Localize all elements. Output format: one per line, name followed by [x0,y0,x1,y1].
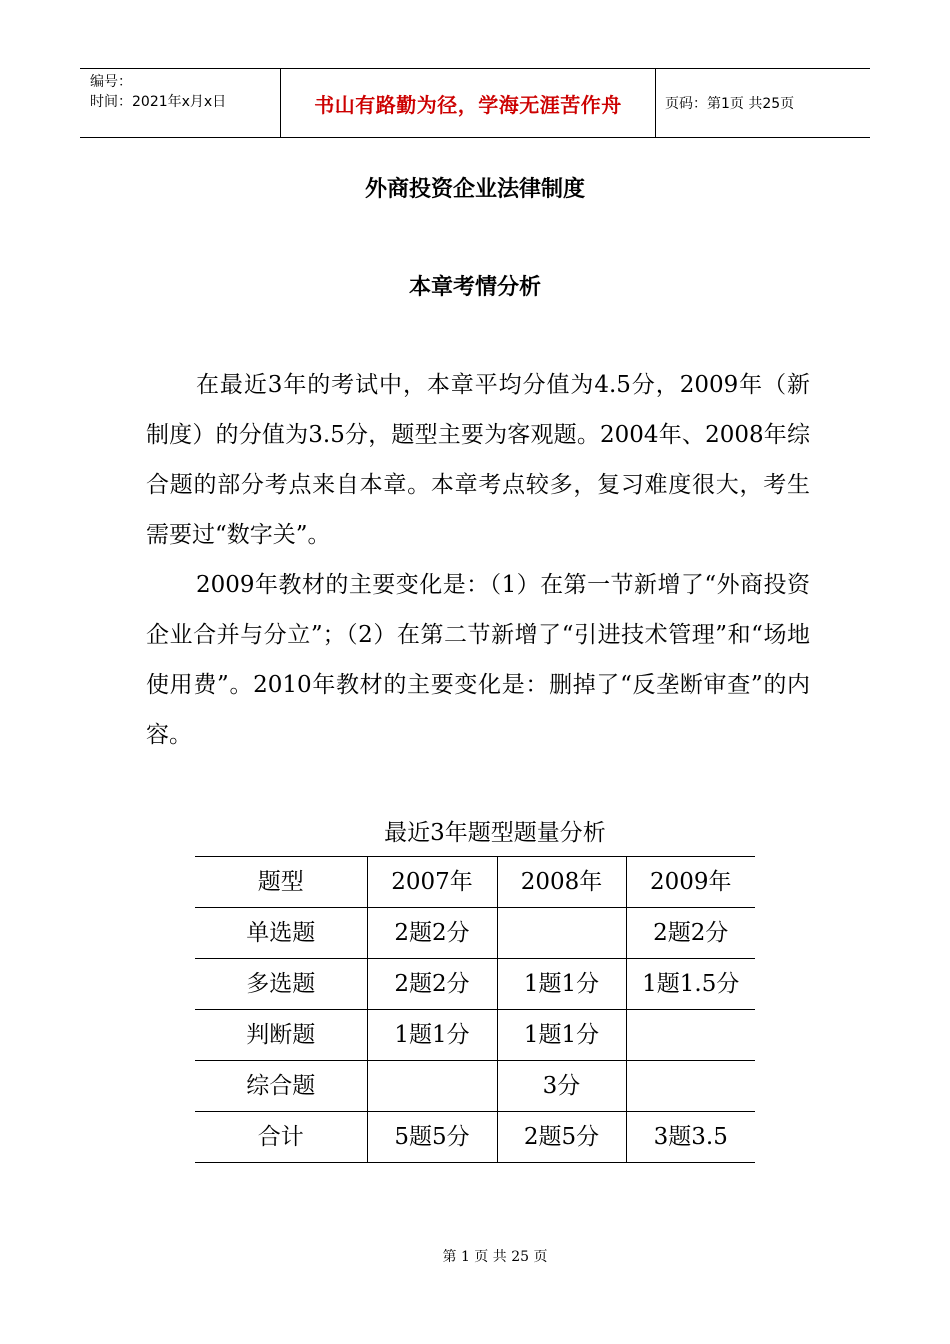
table-cell-text: 1题1.5分 [642,971,740,997]
header-page-info: 页码：第1页 共25页 [665,96,795,112]
paragraph-2: 2009年教材的主要变化是：（1）在第一节新增了“外商投资企业合并与分立”；（2）在第二节新增了“引进技术管理”和“场地使用费”。2010年教材的主要变化是：删掉了“反垄断审查”的内容。 [146,572,810,748]
table-cell: 5题5分 [367,1112,497,1163]
page-header [80,68,870,138]
table-cell: 合计 [195,1112,367,1163]
table-cell [367,1061,497,1112]
table-header-row [195,857,755,908]
table-cell: 1题1分 [367,1010,497,1061]
table-header-cell: 题型 [195,857,367,908]
table-row [195,1112,755,1163]
page-footer: 第 1 页 共 25 页 [442,1249,548,1265]
header-motto: 书山有路勤为径，学海无涯苦作舟 [314,92,622,117]
table-row [195,959,755,1010]
section-title: 本章考情分析 [408,275,541,300]
table-header-cell: 2007年 [367,857,497,908]
table-cell: 2题2分 [367,959,497,1010]
table-cell: 2题2分 [626,908,755,959]
table-cell [497,908,626,959]
table-cell: 1题1分 [497,959,626,1010]
table-cell: 2题5分 [497,1112,626,1163]
document-title: 外商投资企业法律制度 [364,177,585,202]
table-row [195,1010,755,1061]
table-cell: 3分 [497,1061,626,1112]
table-cell: 1题1分 [497,1010,626,1061]
table-caption: 最近3年题型题量分析 [384,820,606,846]
table-row [195,908,755,959]
table-cell: 3题3.5 [626,1112,755,1163]
header-motto-cell [280,69,656,137]
table-header-cell: 2008年 [497,857,626,908]
table-cell [626,959,755,1010]
header-number: 编号： [90,74,132,90]
table-cell: 2题2分 [367,908,497,959]
table-cell: 综合题 [195,1061,367,1112]
header-date: 时间：2021年x月x日 [90,94,227,110]
table-cell: 多选题 [195,959,367,1010]
paragraph-1: 在最近3年的考试中，本章平均分值为4.5分，2009年（新制度）的分值为3.5分，题型主要为客观题。2004年、2008年综合题的部分考点来自本章。本章考点较多，复习难度很大，考生需要过“数字关”。 [146,372,810,548]
table-cell: 判断题 [195,1010,367,1061]
table-header-cell: 2009年 [626,857,755,908]
table-row [195,1061,755,1112]
question-type-table [195,856,755,1163]
table-cell [626,1061,755,1112]
table-cell [626,1010,755,1061]
table-cell: 单选题 [195,908,367,959]
header-meta [80,69,280,137]
